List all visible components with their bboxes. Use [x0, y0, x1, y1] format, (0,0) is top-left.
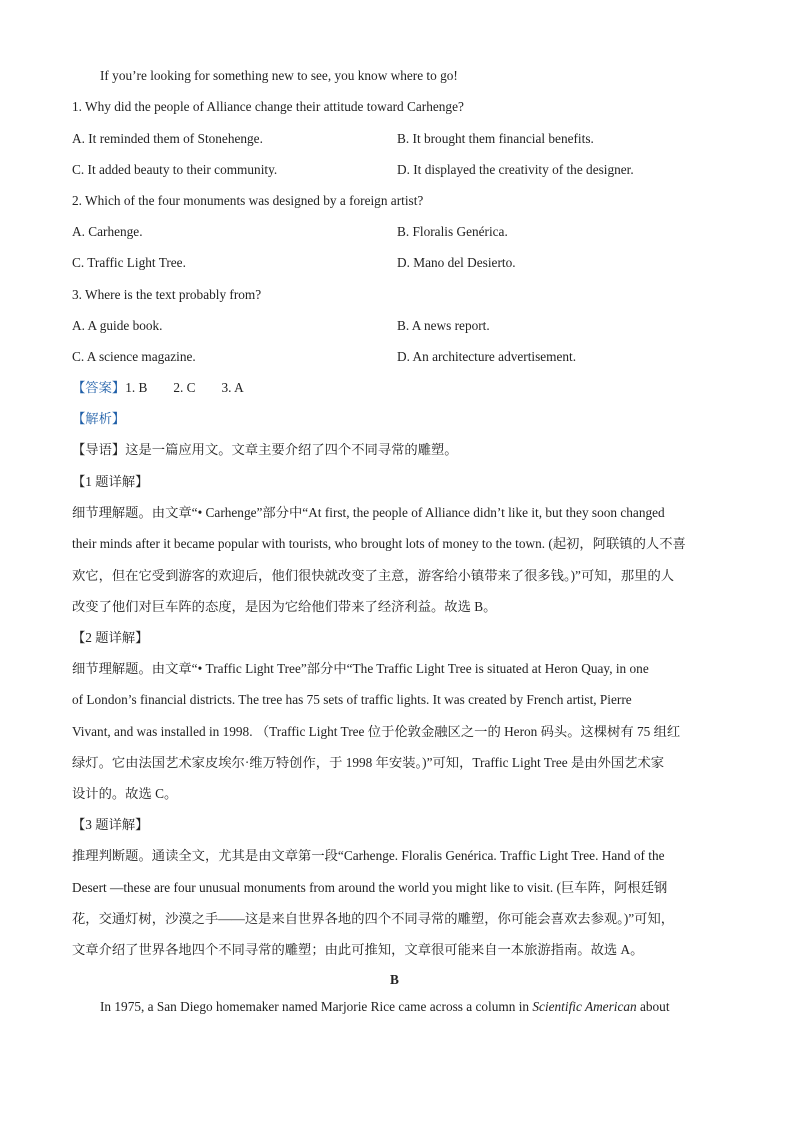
question-2-option-d: D. Mano del Desierto.: [397, 255, 516, 270]
detail-2-line-1: 细节理解题。由文章“• Traffic Light Tree”部分中“The Traffic Light Tree is situated at Heron Quay, in one: [72, 661, 649, 676]
section-b-line-end: about: [636, 999, 670, 1014]
detail-1-heading: 【1 题详解】: [72, 474, 149, 489]
detail-1-line-2: their minds after it became popular with tourists, who brought lots of money to the town. (起初，阿联镇的人不喜: [72, 536, 686, 551]
analysis-label: 【解析】: [72, 411, 126, 426]
detail-2-line-5: 设计的。故选 C。: [72, 786, 178, 801]
question-3-option-a: A. A guide book.: [72, 318, 163, 333]
detail-2-line-2: of London’s financial districts. The tree has 75 sets of traffic lights. It was created by French artist, Pierre: [72, 692, 632, 707]
section-b-heading: B: [390, 972, 399, 987]
guide-label: 【导语】: [72, 442, 126, 457]
detail-2-line-3: Vivant, and was installed in 1998. （Traffic Light Tree 位于伦敦金融区之一的 Heron 码头。这棵树有 75 组红: [72, 724, 681, 739]
question-1-option-c: C. It added beauty to their community.: [72, 162, 278, 177]
intro-line: If you’re looking for something new to see, you know where to go!: [100, 68, 458, 83]
answer-item-1: 1. B: [125, 380, 148, 395]
detail-3-line-2: Desert —these are four unusual monuments from around the world you might like to visit. (巨车阵，阿根廷钢: [72, 880, 668, 895]
detail-1-line-3: 欢它，但在它受到游客的欢迎后，他们很快就改变了主意，游客给小镇带来了很多钱。)”可知，那里的人: [72, 568, 675, 583]
answer-item-3: 3. A: [221, 380, 244, 395]
answer-line: [72, 380, 244, 396]
question-3-stem: 3. Where is the text probably from?: [72, 287, 262, 302]
question-1-option-d: D. It displayed the creativity of the designer.: [397, 162, 634, 177]
detail-1-line-1: 细节理解题。由文章“• Carhenge”部分中“At first, the people of Alliance didn’t like it, but they soon changed: [72, 505, 665, 520]
section-b-magazine: Scientific American: [532, 999, 637, 1014]
question-3-option-b: B. A news report.: [397, 318, 490, 333]
question-1-option-a: A. It reminded them of Stonehenge.: [72, 131, 263, 146]
section-b-line-start: In 1975, a San Diego homemaker named Marjorie Rice came across a column in: [100, 999, 533, 1014]
detail-1-line-4: 改变了他们对巨车阵的态度，是因为它给他们带来了经济利益。故选 B。: [72, 599, 497, 614]
detail-3-line-3: 花，交通灯树，沙漠之手——这是来自世界各地的四个不同寻常的雕塑，你可能会喜欢去参观。)”可知，: [72, 911, 675, 926]
question-3-option-d: D. An architecture advertisement.: [397, 349, 577, 364]
detail-3-line-4: 文章介绍了世界各地四个不同寻常的雕塑；由此可推知，文章很可能来自一本旅游指南。故选 A。: [72, 942, 644, 957]
detail-2-line-4: 绿灯。它由法国艺术家皮埃尔·维万特创作，于 1998 年安装。)”可知，Traffic Light Tree 是由外国艺术家: [72, 755, 665, 770]
answer-item-2: 2. C: [173, 380, 196, 395]
detail-2-heading: 【2 题详解】: [72, 630, 149, 645]
guide-line: [72, 442, 458, 458]
guide-text: 这是一篇应用文。文章主要介绍了四个不同寻常的雕塑。: [125, 442, 458, 457]
detail-3-line-1: 推理判断题。通读全文，尤其是由文章第一段“Carhenge. Floralis Genérica. Traffic Light Tree. Hand of the: [72, 848, 665, 863]
section-b-first-line: [100, 999, 670, 1015]
question-2-option-c: C. Traffic Light Tree.: [72, 255, 186, 270]
question-2-option-b: B. Floralis Genérica.: [397, 224, 508, 239]
question-3-option-c: C. A science magazine.: [72, 349, 196, 364]
question-1-option-b: B. It brought them financial benefits.: [397, 131, 594, 146]
question-2-stem: 2. Which of the four monuments was designed by a foreign artist?: [72, 193, 424, 208]
question-1-stem: 1. Why did the people of Alliance change their attitude toward Carhenge?: [72, 99, 464, 114]
answer-label: 【答案】: [72, 380, 126, 395]
detail-3-heading: 【3 题详解】: [72, 817, 149, 832]
question-2-option-a: A. Carhenge.: [72, 224, 143, 239]
